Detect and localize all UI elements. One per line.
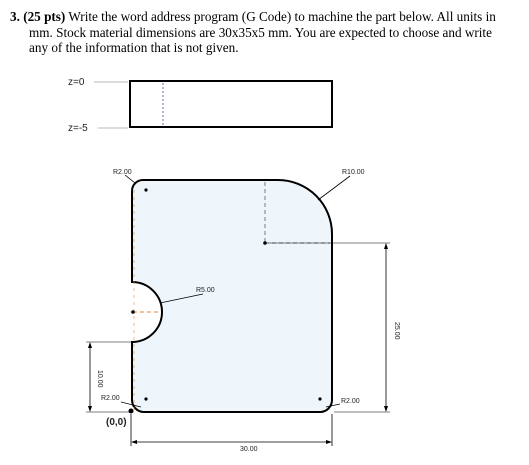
br-center-mark [318, 397, 321, 400]
radius-bottom-left: R2.00 [101, 395, 120, 402]
radius-top-left: R2.00 [113, 169, 132, 176]
radius-top-left-leader [125, 175, 135, 183]
question-line-2: mm. Stock material dimensions are 30x35x5 mm. You are expected to choose and write [29, 24, 492, 40]
z-top-label: z=0 [68, 77, 85, 88]
r10-center-mark [263, 241, 267, 245]
side-view [68, 77, 332, 134]
dim-left-height-label: 10.00 [96, 370, 103, 388]
z-bottom-label: z=-5 [68, 123, 88, 134]
question-number: 3. [10, 9, 20, 24]
question-line-3: any of the information that is not given. [29, 40, 239, 55]
dim-width [131, 414, 332, 453]
question-points: (25 pts) [23, 9, 66, 24]
stock-side-rect [130, 81, 332, 127]
origin-point [129, 409, 134, 414]
bl-center-mark [144, 397, 147, 400]
dim-width-label: 30.00 [240, 446, 258, 453]
part-outline [132, 180, 332, 412]
radius-top-right-leader [318, 176, 350, 200]
dim-height-label: 25.00 [393, 322, 400, 340]
tl-center-mark [144, 188, 147, 191]
top-view [86, 169, 400, 453]
radius-semicircle: R5.00 [196, 287, 215, 294]
radius-top-right: R10.00 [342, 169, 365, 176]
question-line-1: Write the word address program (G Code) to machine the part below. All units in [68, 9, 496, 24]
semicircle-center-mark [131, 310, 135, 314]
radius-bottom-right: R2.00 [341, 398, 360, 405]
origin-label: (0,0) [106, 417, 127, 428]
